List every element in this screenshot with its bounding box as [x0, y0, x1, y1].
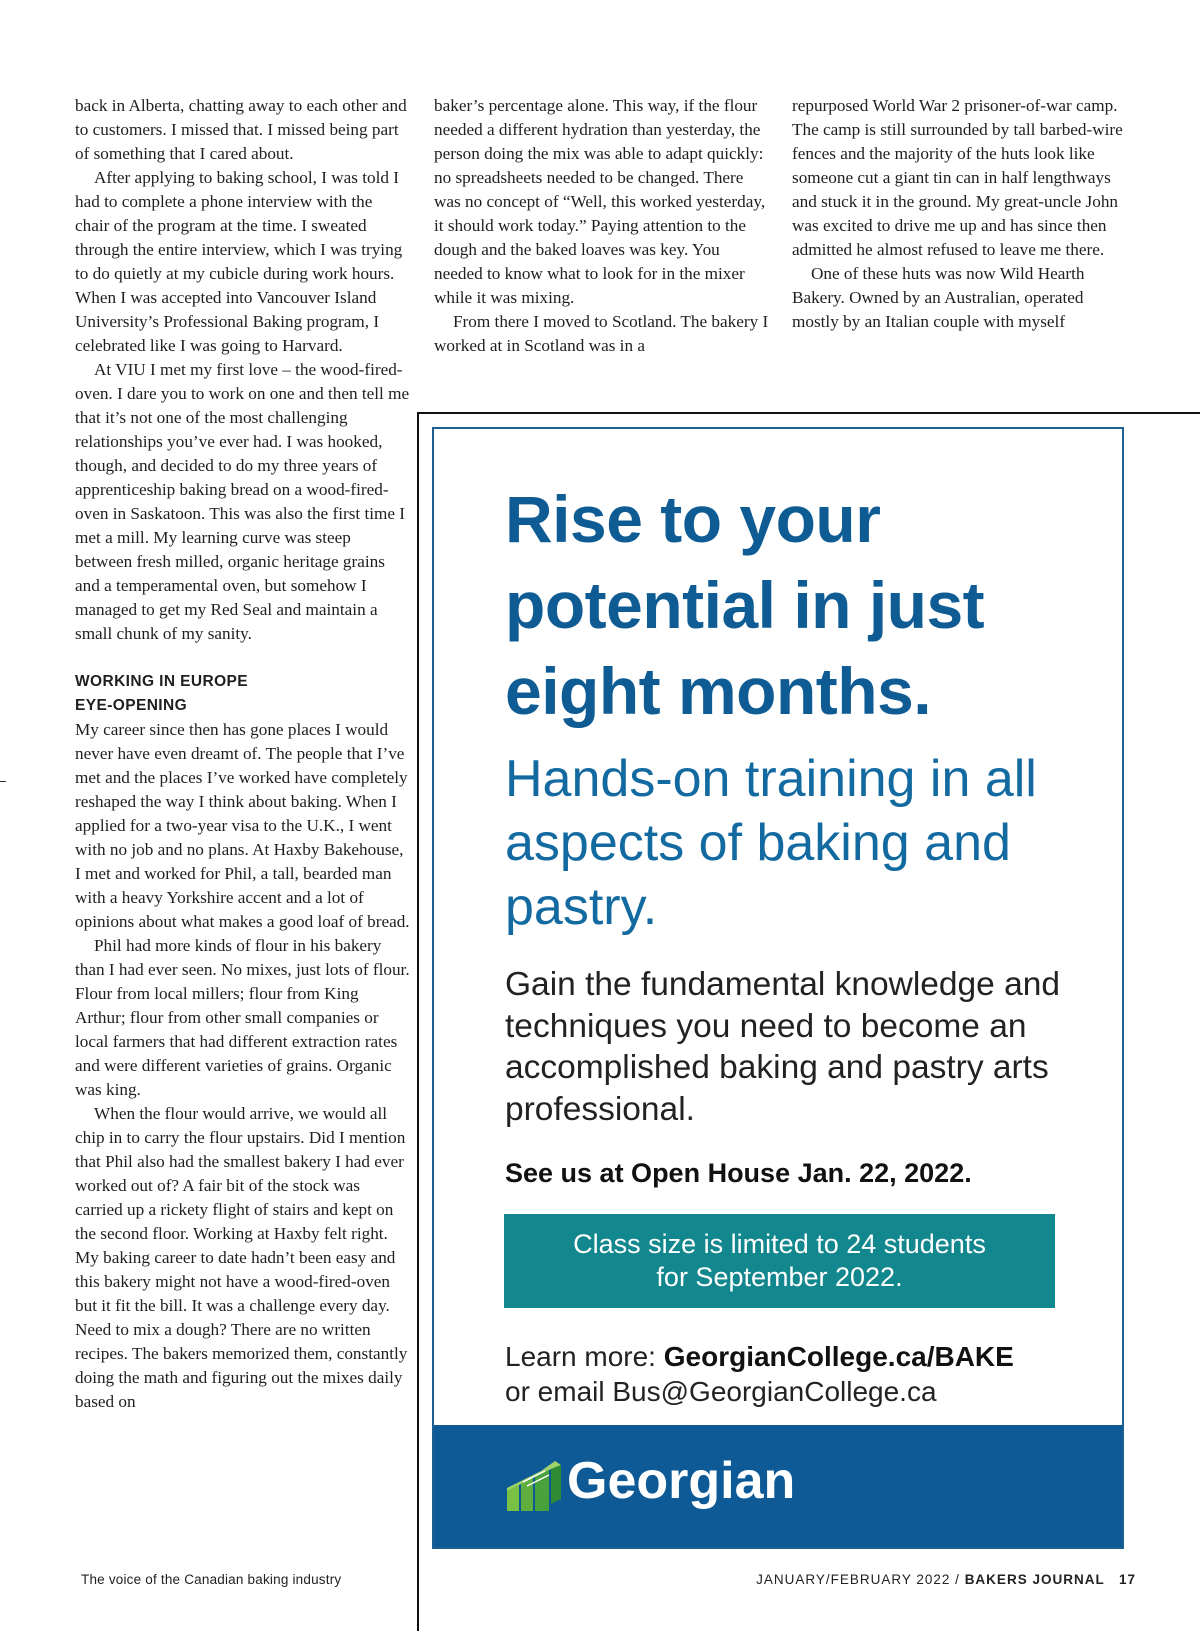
page-number: 17: [1118, 1572, 1136, 1587]
class-size-line: for September 2022.: [656, 1262, 903, 1292]
georgian-logo-icon: [505, 1455, 563, 1513]
subhead-line: EYE-OPENING: [75, 697, 188, 714]
paragraph: Phil had more kinds of flour in his bakery than I had ever seen. No mixes, just lots of flour. Flour from local millers; flour from King Arthur; flour from other small companies or local farmers that had different extraction rates and were different varieties of grains. Organic was king.: [75, 936, 410, 1099]
ad-frame-left-rule: [417, 412, 419, 1631]
georgian-logo-text: Georgian: [567, 1452, 796, 1510]
paragraph: One of these huts was now Wild Hearth Bakery. Owned by an Australian, operated mostly by an Italian couple with myself: [792, 264, 1085, 331]
ad-open-house: See us at Open House Jan. 22, 2022.: [505, 1158, 972, 1188]
paragraph: When the flour would arrive, we would all chip in to carry the flour upstairs. Did I mention that Phil also had the smallest bakery I had ever worked out of? A fair bit of the stock was carried up a rickety flight of stairs and kept on the second floor. Working at Haxby felt right. My baking career to date hadn’t been easy and this bakery might not have a wood-fired-oven but it fit the bill. It was a challenge every day. Need to mix a dough? There are no written recipes. The bakers memorized them, constantly doing the math and figuring out the mixes daily based on: [75, 1104, 408, 1411]
footer-issue: JANUARY/FEBRUARY 2022 /: [756, 1572, 965, 1587]
paragraph: back in Alberta, chatting away to each other and to customers. I missed that. I missed being part of something that I cared about.: [75, 96, 407, 163]
paragraph: baker’s percentage alone. This way, if the flour needed a different hydration than yesterday, the person doing the mix was able to adapt quickly: no spreadsheets needed to be changed. There was no concept of “Well, this worked yesterday, it should work today.” Paying attention to the dough and the baked loaves was key. You needed to know what to look for in the mixer while it was mixing.: [434, 96, 766, 307]
ad-headline: Rise to your potential in just eight months.: [505, 482, 985, 728]
paragraph: My career since then has gone places I would never have even dreamt of. The people that I’ve met and the places I’ve worked have completely reshaped the way I think about baking. When I applied for a two-year visa to the U.K., I went with no job and no plans. At Haxby Bakehouse, I met and worked for Phil, a tall, bearded man with a heavy Yorkshire accent and a lot of opinions about what makes a good loaf of bread.: [75, 720, 410, 931]
paragraph: After applying to baking school, I was told I had to complete a phone interview with the chair of the program at the time. I sweated through the entire interview, which I was trying to do quietly at my cubicle during work hours. When I was accepted into Vancouver Island University’s Professional Baking program, I celebrated like I was going to Harvard.: [75, 168, 403, 355]
class-size-line: Class size is limited to 24 students: [573, 1229, 986, 1259]
paragraph: At VIU I met my first love – the wood-fired-oven. I dare you to work on one and then tell me that it’s not one of the most challenging relationships you’ve ever had. I was hooked, though, and decided to do my three years of apprenticeship baking bread on a wood-fired-oven in Saskatoon. This was also the first time I met a mill. My learning curve was steep between fresh milled, organic heritage grains and a temperamental oven, but somehow I managed to get my Red Seal and maintain a small chunk of my sanity.: [75, 360, 410, 643]
learn-more-link[interactable]: GeorgianCollege.ca/BAKE: [663, 1341, 1014, 1372]
article-column-2: [434, 94, 769, 358]
email-line[interactable]: or email Bus@GeorgianCollege.ca: [505, 1376, 937, 1407]
crop-mark: [0, 781, 6, 782]
class-size-banner: [504, 1214, 1055, 1308]
ad-body-text: Gain the fundamental knowledge and techniques you need to become an accomplished baking and pastry arts professional.: [505, 966, 1061, 1128]
ad-contact: [505, 1339, 1105, 1409]
footer-tagline: The voice of the Canadian baking industry: [81, 1572, 342, 1587]
paragraph: repurposed World War 2 prisoner-of-war camp. The camp is still surrounded by tall barbed-wire fences and the majority of the huts look like someone cut a giant tin can in half lengthways and stuck it in the ground. My great-uncle John was excited to drive me up and has since then admitted he almost refused to leave me there.: [792, 96, 1123, 259]
learn-more-label: Learn more:: [505, 1341, 664, 1372]
article-column-3: [792, 94, 1132, 334]
section-subhead: [75, 670, 410, 718]
footer-magazine: BAKERS JOURNAL: [964, 1572, 1105, 1587]
article-column-1: [75, 94, 410, 1414]
ad-logo-bar: [434, 1425, 1122, 1547]
footer-folio: [756, 1572, 1136, 1587]
ad-frame-top-rule: [417, 412, 1200, 414]
subhead-line: WORKING IN EUROPE: [75, 673, 249, 690]
paragraph: From there I moved to Scotland. The bakery I worked at in Scotland was in a: [434, 312, 769, 355]
georgian-college-advertisement: [432, 427, 1124, 1549]
ad-subheadline: Hands-on training in all aspects of baking and pastry.: [505, 750, 1037, 936]
